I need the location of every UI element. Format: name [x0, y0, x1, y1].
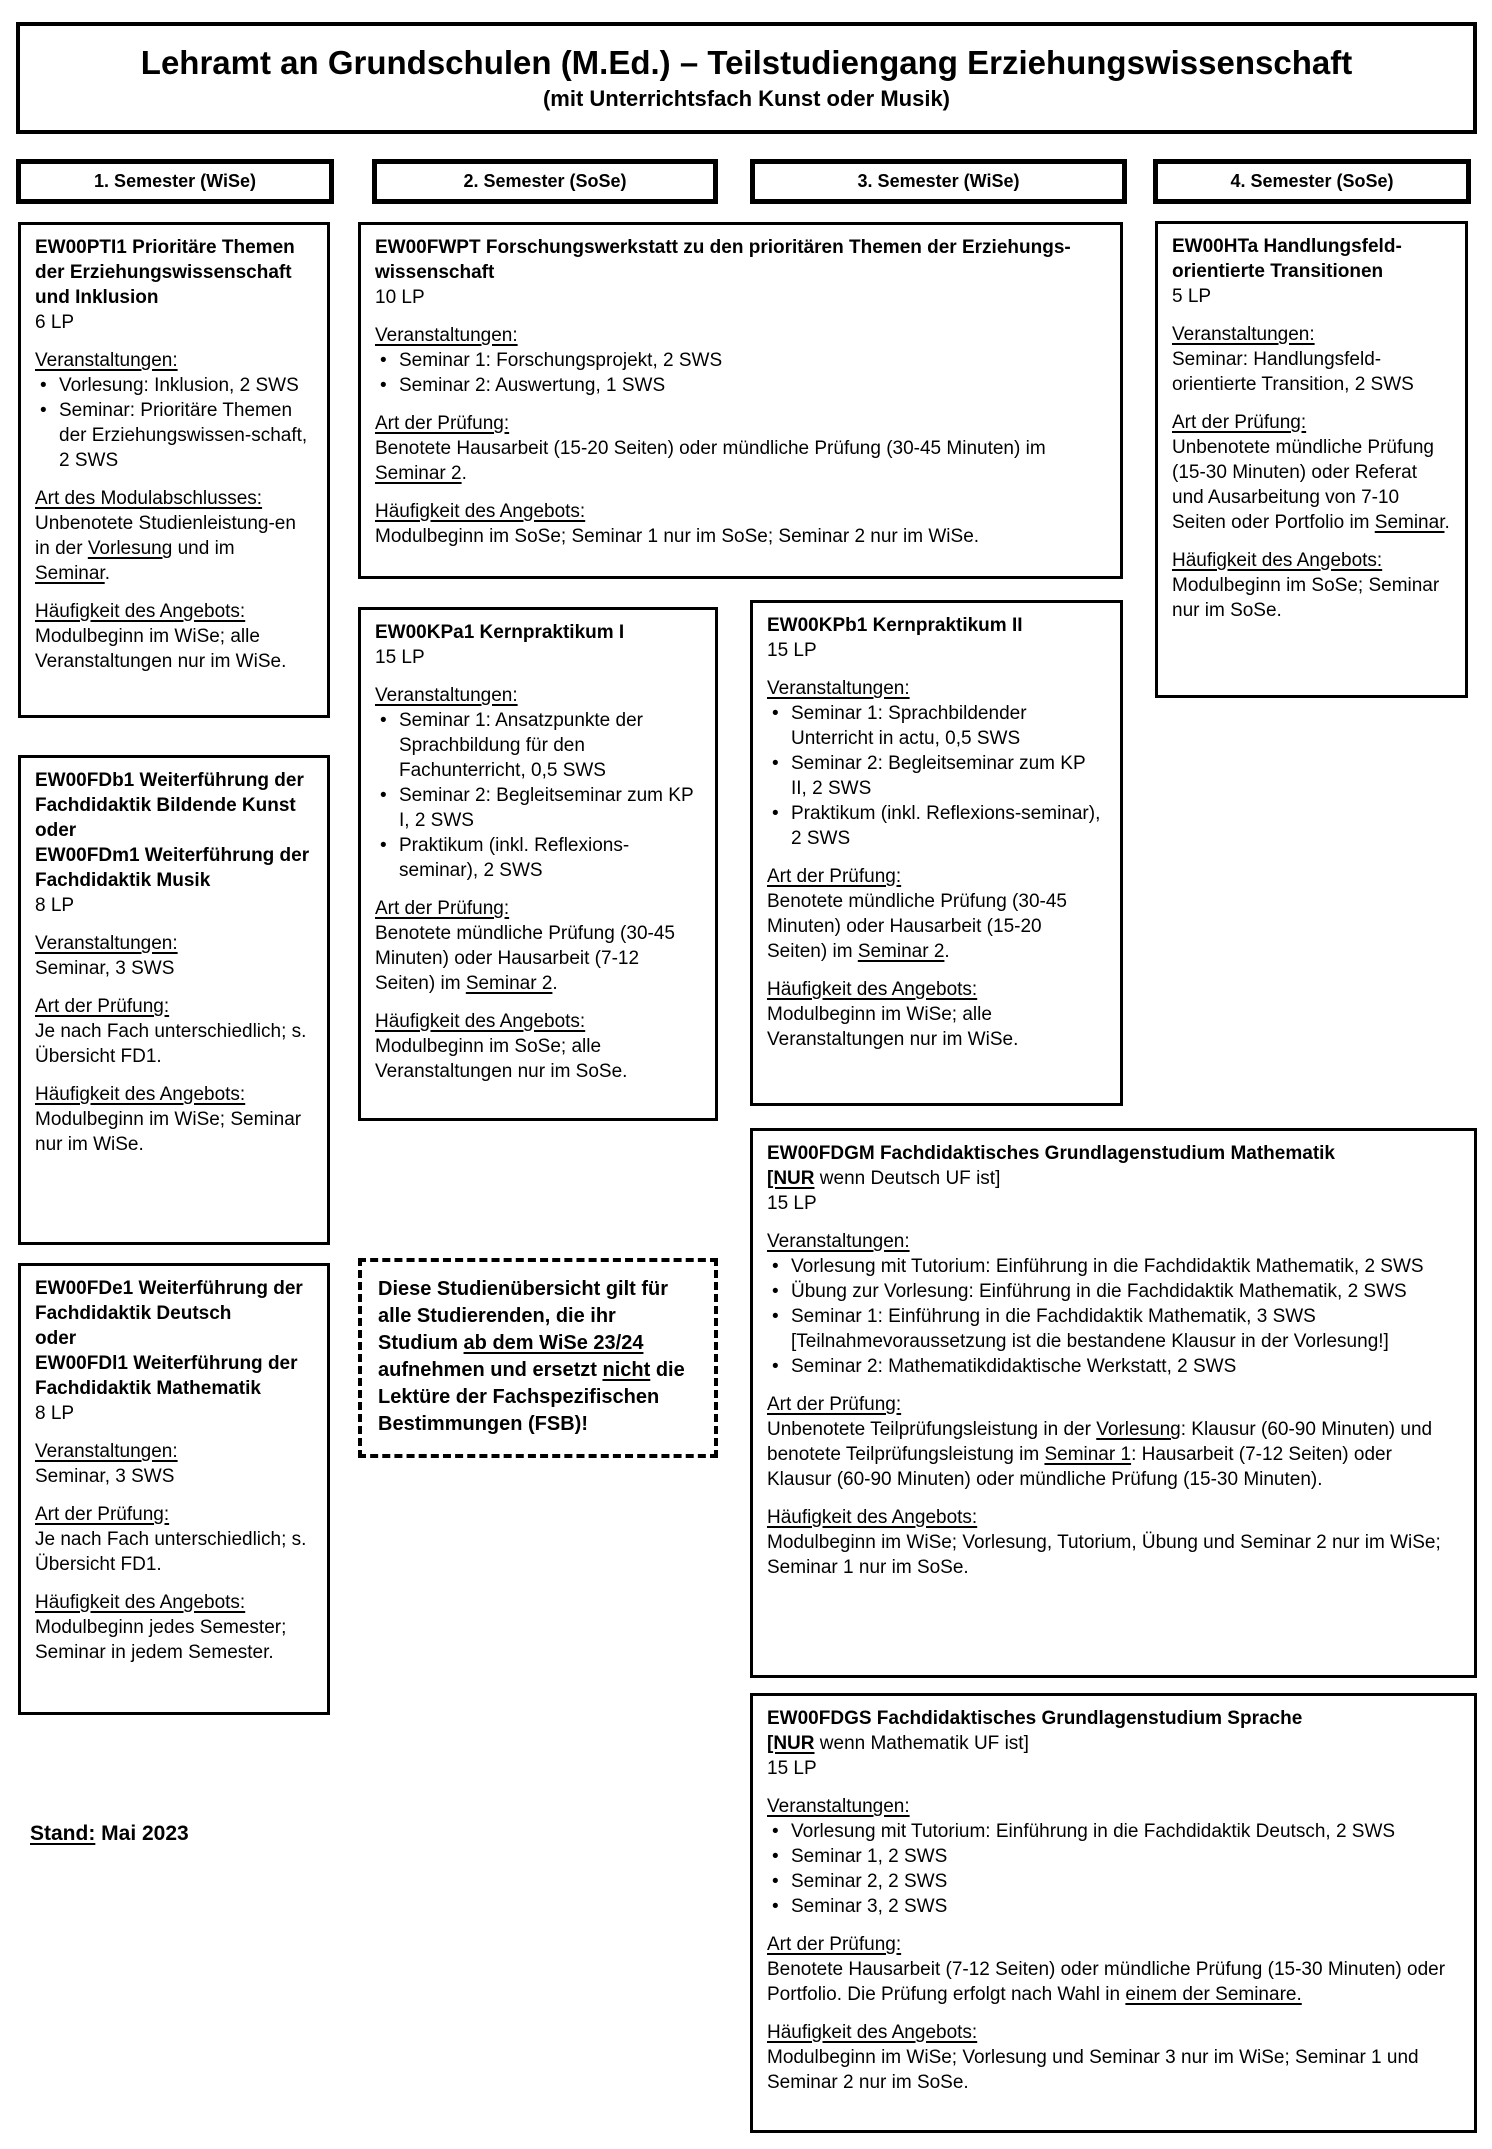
module-credits	[767, 1191, 1460, 1216]
section-label	[35, 1082, 313, 1107]
text-segment: Seminar 2: Auswertung, 1 SWS	[399, 375, 666, 396]
text-segment: EW00FDGM Fachdidaktisches Grundlagenstudium Mathematik	[767, 1143, 1335, 1164]
text-segment: 15 LP	[767, 640, 817, 661]
module-title	[375, 620, 701, 645]
module-condition	[767, 1731, 1460, 1756]
bullet-text	[791, 1304, 1460, 1354]
text-segment: Modulbeginn im SoSe; Seminar nur im SoSe.	[1172, 575, 1440, 621]
section-label	[767, 1794, 1460, 1819]
bullet-text	[59, 398, 313, 473]
emphasized-text: Veranstaltungen:	[375, 325, 518, 346]
emphasized-text: Art der Prüfung:	[375, 413, 510, 434]
module-text	[35, 511, 313, 586]
title-box	[16, 22, 1477, 134]
text-segment: oder	[35, 1328, 77, 1349]
section-label	[35, 931, 313, 956]
text-segment: Vorlesung mit Tutorium: Einführung in die Fachdidaktik Deutsch, 2 SWS	[791, 1821, 1396, 1842]
text-segment: die Lektüre der Fachspezifischen Bestimmungen (FSB)!	[378, 1359, 685, 1435]
module-text	[35, 1464, 313, 1489]
module-text	[35, 624, 313, 674]
text-segment: 10 LP	[375, 287, 425, 308]
module-text	[767, 1530, 1460, 1580]
bullet-icon: •	[380, 710, 387, 731]
bullet-text	[791, 801, 1106, 851]
module-text	[767, 889, 1106, 964]
section-label	[767, 1932, 1460, 1957]
bullet-item	[767, 1304, 1460, 1354]
text-segment: 15 LP	[375, 647, 425, 668]
bullet-icon: •	[772, 803, 779, 824]
module-box-kpb1	[750, 600, 1123, 1106]
semester-header-2: 2. Semester (SoSe)	[372, 159, 718, 204]
emphasized-text: Seminar 1	[1044, 1444, 1132, 1465]
emphasized-text: Seminar	[1374, 512, 1445, 533]
module-credits	[1172, 284, 1451, 309]
text-segment: .	[552, 973, 558, 994]
bullet-icon: •	[772, 1896, 779, 1917]
note-text	[378, 1276, 698, 1438]
bullet-icon: •	[772, 1821, 779, 1842]
text-segment: und im	[172, 538, 235, 559]
text-segment: wenn Mathematik UF ist]	[814, 1733, 1029, 1754]
emphasized-text: Veranstaltungen:	[35, 1441, 178, 1462]
text-segment: Seminar 1: Ansatzpunkte der Sprachbildung für den Fachunterricht, 0,5 SWS	[399, 710, 643, 781]
semester-header-3: 3. Semester (WiSe)	[750, 159, 1127, 204]
emphasized-text: Art der Prüfung:	[767, 866, 902, 887]
bullet-icon: •	[40, 375, 47, 396]
section-label	[767, 864, 1106, 889]
module-credits	[375, 285, 1106, 310]
bullet-text	[399, 783, 701, 833]
text-segment: Praktikum (inkl. Reflexions-seminar), 2 SWS	[791, 803, 1101, 849]
text-segment: Praktikum (inkl. Reflexions-seminar), 2 SWS	[399, 835, 630, 881]
module-text	[1172, 573, 1451, 623]
module-title	[35, 843, 313, 893]
emphasized-text: Häufigkeit des Angebots:	[767, 2022, 978, 2043]
text-segment: EW00FDl1 Weiterführung der Fachdidaktik Mathematik	[35, 1353, 298, 1399]
module-text	[375, 921, 701, 996]
emphasized-text: Häufigkeit des Angebots:	[767, 1507, 978, 1528]
section-label	[35, 486, 313, 511]
module-title	[35, 235, 313, 310]
emphasized-text: Art der Prüfung:	[767, 1934, 902, 1955]
text-segment: EW00FDm1 Weiterführung der Fachdidaktik Musik	[35, 845, 310, 891]
bullet-item	[767, 1354, 1460, 1379]
bullet-item	[767, 1819, 1460, 1844]
emphasized-text: [NUR	[767, 1168, 815, 1189]
emphasized-text: Seminar	[35, 563, 105, 584]
emphasized-text: Seminar 2	[857, 941, 945, 962]
page-subtitle: (mit Unterrichtsfach Kunst oder Musik)	[542, 86, 951, 112]
module-text	[35, 1019, 313, 1069]
bullet-text	[791, 1279, 1460, 1304]
section-label	[35, 1439, 313, 1464]
section-label	[1172, 410, 1451, 435]
module-text	[767, 1002, 1106, 1052]
text-segment: Seminar: Handlungsfeld-orientierte Transition, 2 SWS	[1172, 349, 1414, 395]
bullet-icon: •	[380, 375, 387, 396]
text-segment: Modulbeginn im SoSe; Seminar 1 nur im SoSe; Seminar 2 nur im WiSe.	[375, 526, 980, 547]
section-label	[375, 323, 1106, 348]
bullet-icon: •	[380, 835, 387, 856]
module-text	[375, 524, 1106, 549]
text-segment: 8 LP	[35, 1403, 75, 1424]
text-segment: 5 LP	[1172, 286, 1212, 307]
text-segment: Übung zur Vorlesung: Einführung in die Fachdidaktik Mathematik, 2 SWS	[791, 1281, 1407, 1302]
text-segment: Unbenotete Teilprüfungsleistung in der	[767, 1419, 1097, 1440]
emphasized-text: Art der Prüfung:	[767, 1394, 902, 1415]
text-segment: Modulbeginn im SoSe; alle Veranstaltungen nur im SoSe.	[375, 1036, 628, 1082]
text-segment: oder	[35, 820, 77, 841]
section-label	[767, 2020, 1460, 2045]
emphasized-text: Veranstaltungen:	[35, 350, 178, 371]
text-segment: Je nach Fach unterschiedlich; s. Übersicht FD1.	[35, 1529, 307, 1575]
emphasized-text: Häufigkeit des Angebots:	[35, 601, 246, 622]
semester-header-4: 4. Semester (SoSe)	[1153, 159, 1471, 204]
module-text	[35, 1527, 313, 1577]
bullet-icon: •	[40, 400, 47, 421]
emphasized-text: Vorlesung	[87, 538, 173, 559]
emphasized-text: Seminar 2	[465, 973, 553, 994]
text-segment: Seminar 2: Mathematikdidaktische Werkstatt, 2 SWS	[791, 1356, 1237, 1377]
module-credits	[35, 1401, 313, 1426]
text-segment: wenn Deutsch UF ist]	[814, 1168, 1001, 1189]
section-label	[375, 683, 701, 708]
text-segment: EW00KPa1 Kernpraktikum I	[375, 622, 625, 643]
emphasized-text: Seminar 2	[375, 463, 462, 484]
text-segment: Unbenotete Studienleistung-en in der	[35, 513, 296, 559]
text-segment: 6 LP	[35, 312, 75, 333]
bullet-text	[399, 708, 701, 783]
bullet-item	[375, 783, 701, 833]
text-segment: 15 LP	[767, 1193, 817, 1214]
text-segment: EW00FDb1 Weiterführung der Fachdidaktik Bildende Kunst	[35, 770, 304, 816]
section-label	[35, 994, 313, 1019]
text-segment: Vorlesung mit Tutorium: Einführung in die Fachdidaktik Mathematik, 2 SWS	[791, 1256, 1424, 1277]
text-segment: Je nach Fach unterschiedlich; s. Übersicht FD1.	[35, 1021, 307, 1067]
emphasized-text: Art des Modulabschlusses:	[35, 488, 263, 509]
text-segment: Seminar: Prioritäre Themen der Erziehungswissen-schaft, 2 SWS	[59, 400, 308, 471]
module-title	[767, 1141, 1460, 1166]
module-text	[35, 1107, 313, 1157]
text-segment: Unbenotete mündliche Prüfung (15-30 Minuten) oder Referat und Ausarbeitung von 7-10 Seiten oder Portfolio im	[1172, 437, 1434, 533]
module-condition	[767, 1166, 1460, 1191]
bullet-item	[375, 708, 701, 783]
module-title	[35, 1351, 313, 1401]
module-box-note	[358, 1258, 718, 1458]
module-title-connector	[35, 1326, 313, 1351]
emphasized-text: Häufigkeit des Angebots:	[767, 979, 978, 1000]
version-note-label: Stand:	[30, 1822, 96, 1845]
text-segment: Modulbeginn im WiSe; Seminar nur im WiSe.	[35, 1109, 302, 1155]
bullet-item	[767, 801, 1106, 851]
emphasized-text: Veranstaltungen:	[767, 1796, 910, 1817]
text-segment: .	[944, 941, 950, 962]
emphasized-text: einem der Seminare.	[1125, 1984, 1302, 2005]
text-segment: Modulbeginn im WiSe; alle Veranstaltungen nur im WiSe.	[767, 1004, 1019, 1050]
module-text	[1172, 435, 1451, 535]
module-title	[767, 613, 1106, 638]
text-segment: Seminar 2: Begleitseminar zum KP II, 2 SWS	[791, 753, 1086, 799]
text-segment: : Klausur (60-90 Minuten) und benotete Teilprüfungsleistung im	[767, 1419, 1433, 1465]
text-segment: Seminar 3, 2 SWS	[791, 1896, 948, 1917]
text-segment: aufnehmen und ersetzt	[378, 1359, 603, 1381]
text-segment: 8 LP	[35, 895, 75, 916]
module-credits	[767, 1756, 1460, 1781]
bullet-item	[767, 1254, 1460, 1279]
bullet-item	[767, 1279, 1460, 1304]
bullet-icon: •	[772, 1281, 779, 1302]
section-label	[375, 1009, 701, 1034]
bullet-item	[375, 833, 701, 883]
bullet-icon: •	[380, 785, 387, 806]
section-label	[1172, 548, 1451, 573]
module-text	[767, 1957, 1460, 2007]
section-label	[35, 348, 313, 373]
module-box-fdgm	[750, 1128, 1477, 1678]
emphasized-text: Art der Prüfung:	[1172, 412, 1307, 433]
section-label	[1172, 322, 1451, 347]
section-label	[35, 1502, 313, 1527]
text-segment: Seminar 1: Einführung in die Fachdidaktik Mathematik, 3 SWS [Teilnahmevoraussetzung ist die bestandene Klausur in der Vorlesung!]	[791, 1306, 1389, 1352]
module-text	[35, 1615, 313, 1665]
text-segment: EW00HTa Handlungsfeld-orientierte Transitionen	[1172, 236, 1402, 282]
section-label	[767, 1505, 1460, 1530]
bullet-icon: •	[380, 350, 387, 371]
emphasized-text: Veranstaltungen:	[1172, 324, 1315, 345]
bullet-item	[767, 1844, 1460, 1869]
version-note	[30, 1822, 189, 1846]
module-box-hta	[1155, 221, 1468, 698]
module-credits	[767, 638, 1106, 663]
section-label	[767, 977, 1106, 1002]
module-box-fdgs	[750, 1693, 1477, 2133]
module-title	[35, 1276, 313, 1326]
section-label	[35, 599, 313, 624]
module-title	[375, 235, 1106, 285]
bullet-text	[791, 1869, 1460, 1894]
bullet-icon: •	[772, 1256, 779, 1277]
text-segment: Seminar 1: Forschungsprojekt, 2 SWS	[399, 350, 723, 371]
version-note-value: Mai 2023	[95, 1822, 189, 1845]
text-segment: Modulbeginn im WiSe; Vorlesung, Tutorium, Übung und Seminar 2 nur im WiSe; Seminar 1 nur im SoSe.	[767, 1532, 1441, 1578]
bullet-text	[791, 1894, 1460, 1919]
text-segment: Seminar 2: Begleitseminar zum KP I, 2 SWS	[399, 785, 694, 831]
text-segment: Diese Studienübersicht gilt für alle Studierenden, die ihr Studium	[378, 1278, 669, 1354]
module-text	[767, 2045, 1460, 2095]
page-title: Lehramt an Grundschulen (M.Ed.) – Teilstudiengang Erziehungswissenschaft	[140, 43, 1353, 81]
module-text	[375, 436, 1106, 486]
text-segment: EW00FDe1 Weiterführung der Fachdidaktik Deutsch	[35, 1278, 303, 1324]
bullet-text	[399, 348, 1106, 373]
emphasized-text: Art der Prüfung:	[35, 1504, 170, 1525]
text-segment: Modulbeginn jedes Semester; Seminar in jedem Semester.	[35, 1617, 287, 1663]
emphasized-text: ab dem WiSe 23/24	[463, 1332, 644, 1354]
emphasized-text: Veranstaltungen:	[35, 933, 178, 954]
bullet-item	[35, 373, 313, 398]
emphasized-text: Art der Prüfung:	[35, 996, 170, 1017]
bullet-icon: •	[772, 1871, 779, 1892]
bullet-icon: •	[772, 1306, 779, 1327]
module-box-kpa1	[358, 607, 718, 1121]
text-segment: Seminar 1: Sprachbildender Unterricht in actu, 0,5 SWS	[791, 703, 1027, 749]
module-credits	[35, 893, 313, 918]
module-text	[767, 1417, 1460, 1492]
module-text	[35, 956, 313, 981]
emphasized-text: Häufigkeit des Angebots:	[375, 1011, 586, 1032]
module-text	[375, 1034, 701, 1084]
text-segment: Seminar, 3 SWS	[35, 1466, 175, 1487]
text-segment: Benotete Hausarbeit (15-20 Seiten) oder mündliche Prüfung (30-45 Minuten) im	[375, 438, 1046, 459]
text-segment: : Hausarbeit (7-12 Seiten) oder Klausur (60-90 Minuten) oder mündliche Prüfung (15-30 Minuten).	[767, 1444, 1392, 1490]
bullet-text	[791, 1819, 1460, 1844]
text-segment: Modulbeginn im WiSe; alle Veranstaltungen nur im WiSe.	[35, 626, 287, 672]
emphasized-text: Häufigkeit des Angebots:	[375, 501, 586, 522]
text-segment: Seminar, 3 SWS	[35, 958, 175, 979]
section-label	[767, 676, 1106, 701]
bullet-text	[59, 373, 313, 398]
module-box-fdb1	[18, 755, 330, 1245]
bullet-item	[375, 373, 1106, 398]
text-segment: .	[1444, 512, 1450, 533]
module-box-fwpt	[358, 222, 1123, 579]
text-segment: Seminar 1, 2 SWS	[791, 1846, 948, 1867]
section-label	[375, 411, 1106, 436]
section-label	[375, 896, 701, 921]
emphasized-text: Veranstaltungen:	[767, 1231, 910, 1252]
module-box-pti1	[18, 222, 330, 718]
section-label	[35, 1590, 313, 1615]
module-title	[767, 1706, 1460, 1731]
section-label	[767, 1229, 1460, 1254]
text-segment: EW00KPb1 Kernpraktikum II	[767, 615, 1023, 636]
bullet-text	[399, 833, 701, 883]
bullet-text	[791, 1354, 1460, 1379]
text-segment: Seminar 2, 2 SWS	[791, 1871, 948, 1892]
text-segment: Vorlesung: Inklusion, 2 SWS	[59, 375, 299, 396]
bullet-icon: •	[772, 1846, 779, 1867]
emphasized-text: Vorlesung	[1096, 1419, 1181, 1440]
bullet-item	[35, 398, 313, 473]
emphasized-text: Veranstaltungen:	[375, 685, 518, 706]
emphasized-text: Veranstaltungen:	[767, 678, 910, 699]
text-segment: Modulbeginn im WiSe; Vorlesung und Seminar 3 nur im WiSe; Seminar 1 und Seminar 2 nur im SoSe.	[767, 2047, 1419, 2093]
bullet-text	[399, 373, 1106, 398]
text-segment: Benotete mündliche Prüfung (30-45 Minuten) oder Hausarbeit (15-20 Seiten) im	[767, 891, 1067, 962]
emphasized-text: nicht	[602, 1359, 651, 1381]
module-text	[1172, 347, 1451, 397]
bullet-text	[791, 701, 1106, 751]
text-segment: Benotete Hausarbeit (7-12 Seiten) oder mündliche Prüfung (15-30 Minuten) oder Portfolio. Die Prüfung erfolgt nach Wahl in	[767, 1959, 1446, 2005]
section-label	[375, 499, 1106, 524]
section-label	[767, 1392, 1460, 1417]
module-title-connector	[35, 818, 313, 843]
emphasized-text: Häufigkeit des Angebots:	[35, 1084, 246, 1105]
bullet-text	[791, 1254, 1460, 1279]
text-segment: Benotete mündliche Prüfung (30-45 Minuten) oder Hausarbeit (7-12 Seiten) im	[375, 923, 675, 994]
bullet-item	[767, 1869, 1460, 1894]
bullet-icon: •	[772, 753, 779, 774]
bullet-item	[375, 348, 1106, 373]
text-segment: .	[104, 563, 110, 584]
bullet-icon: •	[772, 703, 779, 724]
module-title	[1172, 234, 1451, 284]
text-segment: EW00FWPT Forschungswerkstatt zu den prioritären Themen der Erziehungs-wissenschaft	[375, 237, 1071, 283]
bullet-text	[791, 1844, 1460, 1869]
text-segment: EW00PTI1 Prioritäre Themen der Erziehungswissenschaft und Inklusion	[35, 237, 295, 308]
semester-header-1: 1. Semester (WiSe)	[16, 159, 334, 204]
text-segment: .	[461, 463, 467, 484]
module-credits	[35, 310, 313, 335]
emphasized-text: Häufigkeit des Angebots:	[1172, 550, 1383, 571]
bullet-text	[791, 751, 1106, 801]
bullet-icon: •	[772, 1356, 779, 1377]
module-box-fde1	[18, 1263, 330, 1715]
emphasized-text: Art der Prüfung:	[375, 898, 510, 919]
emphasized-text: Häufigkeit des Angebots:	[35, 1592, 246, 1613]
module-credits	[375, 645, 701, 670]
bullet-item	[767, 701, 1106, 751]
text-segment: EW00FDGS Fachdidaktisches Grundlagenstudium Sprache	[767, 1708, 1303, 1729]
text-segment: 15 LP	[767, 1758, 817, 1779]
bullet-item	[767, 1894, 1460, 1919]
bullet-item	[767, 751, 1106, 801]
emphasized-text: [NUR	[767, 1733, 815, 1754]
module-title	[35, 768, 313, 818]
